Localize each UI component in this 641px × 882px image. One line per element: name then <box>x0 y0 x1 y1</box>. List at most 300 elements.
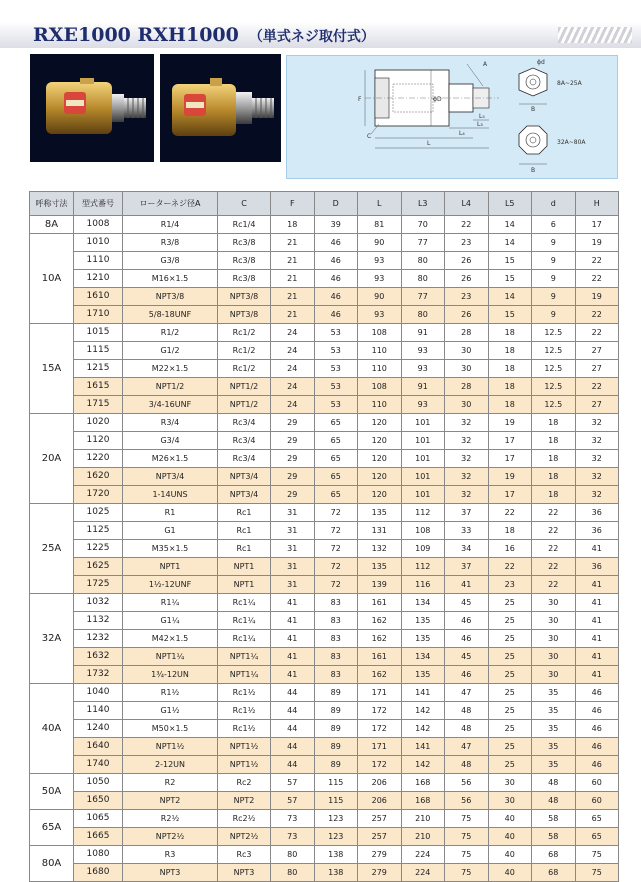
table-cell: 135 <box>401 612 445 630</box>
table-cell: R1¼ <box>123 594 218 612</box>
model-number-cell: 1710 <box>74 306 123 324</box>
table-cell: 75 <box>575 864 619 882</box>
table-cell: 75 <box>445 810 489 828</box>
table-cell: G3/8 <box>123 252 218 270</box>
table-cell: NPT1 <box>123 558 218 576</box>
table-row <box>30 846 619 864</box>
table-cell: 257 <box>358 828 402 846</box>
table-cell: R2½ <box>123 810 218 828</box>
table-cell: 48 <box>445 720 489 738</box>
table-cell: NPT1½ <box>218 738 271 756</box>
table-row <box>30 810 619 828</box>
table-cell: 134 <box>401 594 445 612</box>
table-cell: 41 <box>575 612 619 630</box>
table-cell: Rc3/4 <box>218 450 271 468</box>
table-cell: NPT1½ <box>123 738 218 756</box>
table-cell: 45 <box>445 648 489 666</box>
table-cell: 28 <box>445 324 489 342</box>
table-row <box>30 288 619 306</box>
table-cell: 18 <box>532 486 576 504</box>
table-cell: 53 <box>314 342 358 360</box>
hex-view-large <box>519 126 547 154</box>
column-header: ローターネジ径A <box>123 192 218 216</box>
table-cell: 31 <box>271 504 315 522</box>
table-cell: 83 <box>314 594 358 612</box>
table-cell: 17 <box>488 450 532 468</box>
table-cell: 41 <box>271 630 315 648</box>
table-cell: 9 <box>532 288 576 306</box>
table-row <box>30 342 619 360</box>
table-cell: 120 <box>358 486 402 504</box>
table-row <box>30 234 619 252</box>
table-cell: 46 <box>314 234 358 252</box>
table-cell: 32 <box>575 468 619 486</box>
table-cell: Rc1/4 <box>218 216 271 234</box>
table-cell: 40 <box>488 828 532 846</box>
model-number-cell: 1020 <box>74 414 123 432</box>
table-cell: 41 <box>445 576 489 594</box>
table-cell: NPT3/4 <box>218 486 271 504</box>
table-cell: NPT2½ <box>123 828 218 846</box>
table-cell: 6 <box>532 216 576 234</box>
table-cell: 14 <box>488 216 532 234</box>
title-subtitle: （単式ネジ取付式） <box>248 29 375 45</box>
table-cell: 29 <box>271 486 315 504</box>
table-row <box>30 648 619 666</box>
product-photo-1 <box>30 54 154 162</box>
table-cell: 35 <box>532 702 576 720</box>
table-cell: 18 <box>488 360 532 378</box>
table-cell: 15 <box>488 270 532 288</box>
table-cell: Rc1 <box>218 540 271 558</box>
table-cell: 57 <box>271 792 315 810</box>
page-title <box>33 22 375 48</box>
table-row <box>30 630 619 648</box>
column-header: L3 <box>401 192 445 216</box>
table-cell: 161 <box>358 594 402 612</box>
table-cell: 31 <box>271 576 315 594</box>
table-cell: 17 <box>575 216 619 234</box>
table-cell: Rc3/8 <box>218 234 271 252</box>
table-row <box>30 432 619 450</box>
table-cell: 46 <box>314 270 358 288</box>
table-row <box>30 486 619 504</box>
table-cell: 81 <box>358 216 402 234</box>
table-row <box>30 216 619 234</box>
table-cell: 93 <box>401 396 445 414</box>
table-cell: 30 <box>532 630 576 648</box>
table-cell: 279 <box>358 864 402 882</box>
table-cell: M26×1.5 <box>123 450 218 468</box>
table-cell: 80 <box>271 846 315 864</box>
model-number-cell: 1110 <box>74 252 123 270</box>
table-cell: NPT1¼ <box>218 648 271 666</box>
table-cell: 26 <box>445 270 489 288</box>
table-cell: 116 <box>401 576 445 594</box>
table-cell: 25 <box>488 720 532 738</box>
table-cell: 25 <box>488 756 532 774</box>
table-row <box>30 270 619 288</box>
table-cell: 22 <box>488 504 532 522</box>
table-cell: 48 <box>532 774 576 792</box>
table-cell: NPT1/2 <box>218 378 271 396</box>
table-cell: 35 <box>532 738 576 756</box>
table-cell: R1/2 <box>123 324 218 342</box>
table-cell: 224 <box>401 864 445 882</box>
table-cell: 22 <box>532 504 576 522</box>
table-cell: NPT1/2 <box>123 378 218 396</box>
table-cell: 25 <box>488 684 532 702</box>
table-cell: 9 <box>532 270 576 288</box>
table-cell: 46 <box>575 702 619 720</box>
table-cell: 72 <box>314 576 358 594</box>
table-cell: 70 <box>401 216 445 234</box>
table-cell: 25 <box>488 594 532 612</box>
table-cell: 48 <box>532 792 576 810</box>
table-cell: 47 <box>445 684 489 702</box>
table-row <box>30 396 619 414</box>
table-cell: 138 <box>314 846 358 864</box>
table-cell: G1 <box>123 522 218 540</box>
table-cell: 18 <box>488 378 532 396</box>
table-cell: 77 <box>401 234 445 252</box>
table-cell: 36 <box>575 504 619 522</box>
model-number-cell: 1620 <box>74 468 123 486</box>
table-cell: 93 <box>358 270 402 288</box>
table-cell: 26 <box>445 306 489 324</box>
table-cell: 25 <box>488 666 532 684</box>
table-cell: 73 <box>271 828 315 846</box>
model-number-cell: 1120 <box>74 432 123 450</box>
table-cell: 35 <box>532 720 576 738</box>
table-row <box>30 792 619 810</box>
table-cell: 72 <box>314 504 358 522</box>
table-cell: 90 <box>358 234 402 252</box>
table-row <box>30 828 619 846</box>
table-cell: 12.5 <box>532 324 576 342</box>
table-cell: 112 <box>401 504 445 522</box>
table-cell: 46 <box>445 630 489 648</box>
table-cell: R1 <box>123 504 218 522</box>
table-body <box>30 216 619 882</box>
table-cell: 29 <box>271 432 315 450</box>
table-cell: 24 <box>271 396 315 414</box>
table-cell: 279 <box>358 846 402 864</box>
table-cell: 89 <box>314 684 358 702</box>
table-cell: 22 <box>445 216 489 234</box>
table-cell: 65 <box>314 432 358 450</box>
table-cell: NPT1 <box>218 576 271 594</box>
table-cell: 83 <box>314 612 358 630</box>
table-cell: 25 <box>488 702 532 720</box>
table-cell: 46 <box>575 720 619 738</box>
table-cell: Rc1 <box>218 504 271 522</box>
label-A: A <box>483 61 488 68</box>
table-cell: 22 <box>575 306 619 324</box>
nominal-size-cell: 15A <box>30 324 74 414</box>
model-number-cell: 1010 <box>74 234 123 252</box>
table-cell: NPT1¼ <box>123 648 218 666</box>
table-cell: 120 <box>358 414 402 432</box>
model-number-cell: 1665 <box>74 828 123 846</box>
table-cell: 53 <box>314 360 358 378</box>
table-cell: 34 <box>445 540 489 558</box>
table-cell: 210 <box>401 810 445 828</box>
table-cell: 115 <box>314 792 358 810</box>
table-cell: 21 <box>271 288 315 306</box>
table-cell: 21 <box>271 234 315 252</box>
model-number-cell: 1632 <box>74 648 123 666</box>
table-cell: 29 <box>271 468 315 486</box>
table-cell: 17 <box>488 432 532 450</box>
table-cell: 36 <box>575 558 619 576</box>
table-cell: 210 <box>401 828 445 846</box>
model-number-cell: 1032 <box>74 594 123 612</box>
table-cell: 27 <box>575 342 619 360</box>
table-cell: 83 <box>314 630 358 648</box>
table-cell: 46 <box>445 666 489 684</box>
table-cell: 108 <box>401 522 445 540</box>
model-number-cell: 1220 <box>74 450 123 468</box>
table-cell: 80 <box>401 270 445 288</box>
table-cell: NPT1¼ <box>218 666 271 684</box>
model-number-cell: 1680 <box>74 864 123 882</box>
table-cell: 17 <box>488 486 532 504</box>
table-cell: 31 <box>271 522 315 540</box>
table-cell: 30 <box>445 342 489 360</box>
table-row <box>30 864 619 882</box>
table-cell: 41 <box>575 666 619 684</box>
table-cell: 48 <box>445 756 489 774</box>
table-cell: 30 <box>488 792 532 810</box>
table-cell: 29 <box>271 450 315 468</box>
model-number-cell: 1025 <box>74 504 123 522</box>
table-cell: 162 <box>358 666 402 684</box>
table-cell: 41 <box>575 576 619 594</box>
table-cell: 161 <box>358 648 402 666</box>
table-cell: 30 <box>532 612 576 630</box>
table-cell: 31 <box>271 558 315 576</box>
table-cell: R1½ <box>123 684 218 702</box>
table-row <box>30 414 619 432</box>
table-cell: 32 <box>445 414 489 432</box>
column-header: D <box>314 192 358 216</box>
table-cell: 18 <box>271 216 315 234</box>
table-cell: 83 <box>314 666 358 684</box>
table-cell: 35 <box>532 756 576 774</box>
model-number-cell: 1215 <box>74 360 123 378</box>
table-cell: Rc2½ <box>218 810 271 828</box>
table-cell: 41 <box>575 630 619 648</box>
table-cell: 19 <box>575 234 619 252</box>
table-cell: 26 <box>445 252 489 270</box>
nominal-size-cell: 25A <box>30 504 74 594</box>
table-cell: Rc1½ <box>218 684 271 702</box>
model-number-cell: 1615 <box>74 378 123 396</box>
table-cell: 18 <box>488 342 532 360</box>
table-cell: Rc1½ <box>218 720 271 738</box>
table-cell: 46 <box>314 288 358 306</box>
model-number-cell: 1140 <box>74 702 123 720</box>
table-cell: 132 <box>358 540 402 558</box>
table-cell: 22 <box>575 324 619 342</box>
column-header: L <box>358 192 402 216</box>
table-cell: 46 <box>445 612 489 630</box>
table-cell: 22 <box>575 378 619 396</box>
table-cell: 23 <box>488 576 532 594</box>
table-cell: 108 <box>358 324 402 342</box>
table-cell: NPT3 <box>123 864 218 882</box>
table-cell: 93 <box>401 360 445 378</box>
column-header: 呼称寸法 <box>30 192 74 216</box>
table-cell: 68 <box>532 846 576 864</box>
table-cell: 80 <box>401 252 445 270</box>
table-cell: 120 <box>358 450 402 468</box>
table-cell: 93 <box>358 306 402 324</box>
table-cell: NPT2 <box>218 792 271 810</box>
table-cell: Rc1/2 <box>218 342 271 360</box>
table-cell: 56 <box>445 792 489 810</box>
table-cell: 41 <box>575 594 619 612</box>
table-cell: NPT3/4 <box>218 468 271 486</box>
table-cell: 101 <box>401 432 445 450</box>
table-cell: Rc1/2 <box>218 360 271 378</box>
table-cell: 65 <box>314 414 358 432</box>
table-row <box>30 468 619 486</box>
table-cell: NPT1/2 <box>218 396 271 414</box>
table-cell: 135 <box>401 666 445 684</box>
table-cell: 101 <box>401 486 445 504</box>
label-L3: L₃ <box>477 121 483 128</box>
table-cell: 18 <box>532 432 576 450</box>
table-cell: 9 <box>532 306 576 324</box>
table-cell: 172 <box>358 720 402 738</box>
table-row <box>30 504 619 522</box>
nominal-size-cell: 10A <box>30 234 74 324</box>
table-cell: 32 <box>445 468 489 486</box>
table-cell: 115 <box>314 774 358 792</box>
table-cell: 46 <box>575 738 619 756</box>
table-cell: 24 <box>271 324 315 342</box>
table-cell: G3/4 <box>123 432 218 450</box>
table-row <box>30 576 619 594</box>
table-cell: 257 <box>358 810 402 828</box>
table-cell: Rc3/8 <box>218 270 271 288</box>
table-cell: 90 <box>358 288 402 306</box>
table-cell: 41 <box>575 540 619 558</box>
table-cell: 32 <box>575 450 619 468</box>
model-number-cell: 1225 <box>74 540 123 558</box>
table-cell: Rc3/4 <box>218 432 271 450</box>
model-number-cell: 1715 <box>74 396 123 414</box>
table-cell: Rc3 <box>218 846 271 864</box>
table-cell: 91 <box>401 324 445 342</box>
table-cell: 9 <box>532 252 576 270</box>
table-cell: 2-12UN <box>123 756 218 774</box>
table-cell: 171 <box>358 738 402 756</box>
table-header-row <box>30 192 619 216</box>
table-cell: 120 <box>358 468 402 486</box>
table-cell: 24 <box>271 378 315 396</box>
table-cell: 18 <box>488 396 532 414</box>
table-cell: 44 <box>271 684 315 702</box>
table-cell: 12.5 <box>532 360 576 378</box>
table-cell: 1½-12UNF <box>123 576 218 594</box>
table-cell: 65 <box>575 828 619 846</box>
table-cell: 171 <box>358 684 402 702</box>
table-cell: 21 <box>271 306 315 324</box>
table-cell: 72 <box>314 540 358 558</box>
table-cell: 168 <box>401 774 445 792</box>
table-cell: 22 <box>532 576 576 594</box>
table-cell: 12.5 <box>532 396 576 414</box>
table-cell: 41 <box>271 666 315 684</box>
table-cell: 35 <box>532 684 576 702</box>
table-cell: NPT3 <box>218 864 271 882</box>
table-cell: 14 <box>488 288 532 306</box>
table-cell: 135 <box>358 504 402 522</box>
label-phi-d: ϕd <box>537 59 545 66</box>
table-cell: 138 <box>314 864 358 882</box>
table-cell: 9 <box>532 234 576 252</box>
table-cell: 65 <box>314 486 358 504</box>
table-cell: 206 <box>358 792 402 810</box>
table-cell: R3/8 <box>123 234 218 252</box>
table-cell: 19 <box>488 468 532 486</box>
table-cell: 18 <box>532 468 576 486</box>
table-cell: 57 <box>271 774 315 792</box>
table-cell: G1¼ <box>123 612 218 630</box>
model-number-cell: 1232 <box>74 630 123 648</box>
table-cell: 5/8-18UNF <box>123 306 218 324</box>
table-cell: 46 <box>575 756 619 774</box>
table-cell: 123 <box>314 828 358 846</box>
table-cell: 33 <box>445 522 489 540</box>
table-cell: 46 <box>575 684 619 702</box>
table-cell: 162 <box>358 630 402 648</box>
table-cell: 142 <box>401 756 445 774</box>
table-row <box>30 666 619 684</box>
column-header: F <box>271 192 315 216</box>
table-cell: 39 <box>314 216 358 234</box>
table-cell: 30 <box>532 666 576 684</box>
table-cell: 44 <box>271 738 315 756</box>
model-number-cell: 1732 <box>74 666 123 684</box>
table-row <box>30 612 619 630</box>
model-number-cell: 1625 <box>74 558 123 576</box>
table-cell: 18 <box>488 324 532 342</box>
label-B-small: B <box>531 106 536 113</box>
table-cell: 32 <box>445 450 489 468</box>
table-cell: 224 <box>401 846 445 864</box>
table-row <box>30 324 619 342</box>
rotary-joint-illustration <box>160 54 281 162</box>
table-cell: 14 <box>488 234 532 252</box>
table-cell: 93 <box>358 252 402 270</box>
table-cell: 91 <box>401 378 445 396</box>
table-cell: 75 <box>445 846 489 864</box>
table-cell: M35×1.5 <box>123 540 218 558</box>
table-cell: 58 <box>532 810 576 828</box>
table-cell: 22 <box>532 558 576 576</box>
table-row <box>30 594 619 612</box>
nominal-size-cell: 8A <box>30 216 74 234</box>
table-cell: NPT3/8 <box>218 306 271 324</box>
table-cell: 101 <box>401 414 445 432</box>
rotary-joint-illustration <box>30 54 154 162</box>
table-cell: 89 <box>314 702 358 720</box>
table-cell: 19 <box>575 288 619 306</box>
